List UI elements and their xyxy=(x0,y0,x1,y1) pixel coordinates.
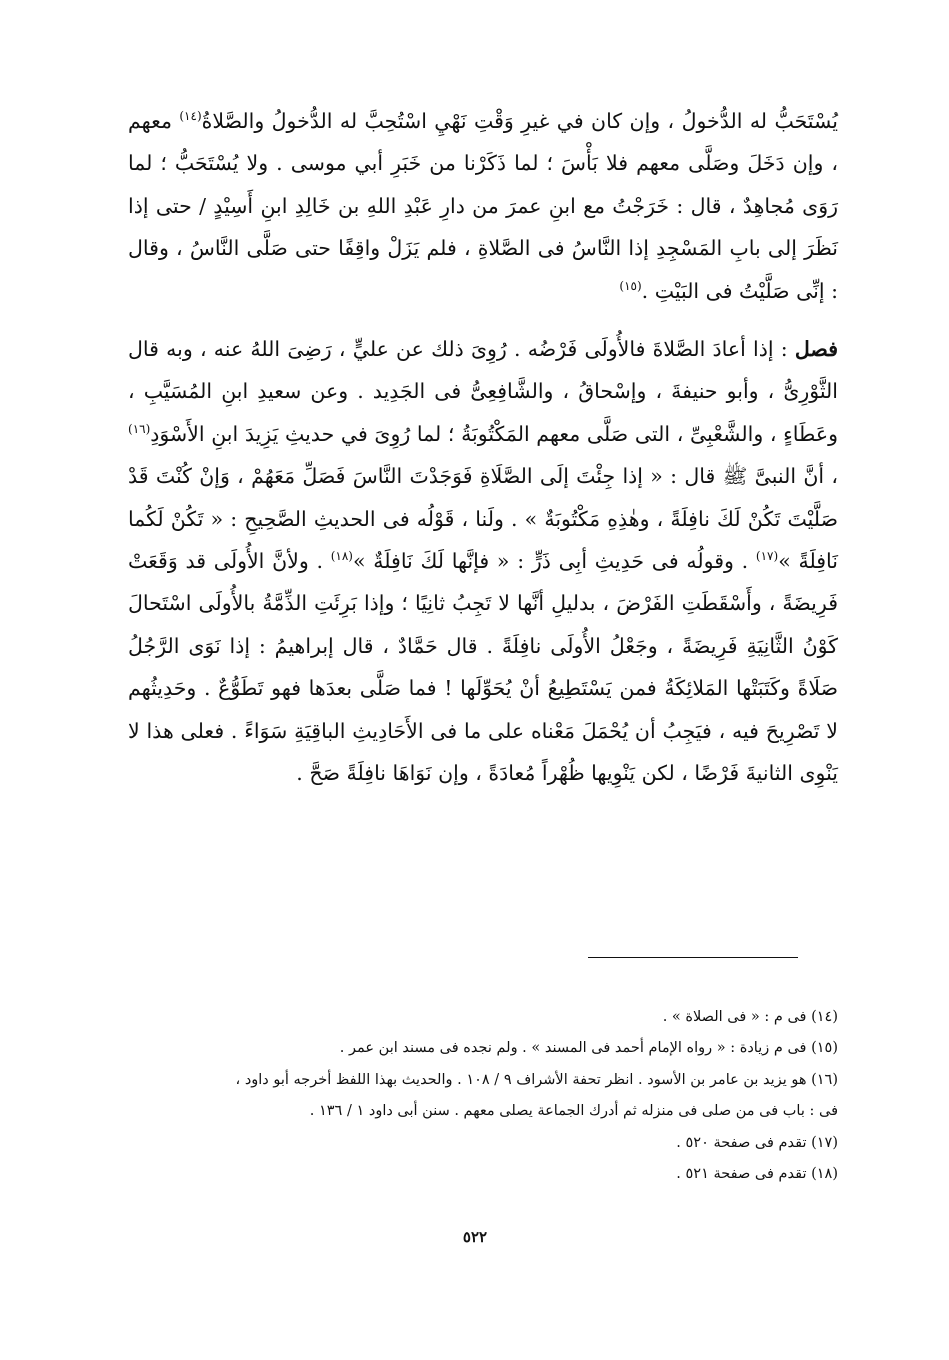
footnote-ref-17: (١٧) xyxy=(755,549,779,564)
footnote-15: (١٥) فى م زيادة : « رواه الإمام أحمد فى المسند » . ولم نجده فى مسند ابن عمر . xyxy=(339,1040,838,1057)
main-text xyxy=(128,100,838,795)
paragraph-2 xyxy=(128,328,838,794)
paragraph-1-text-a: يُسْتَحَبُّ له الدُّخولُ ، وإن كان في غيرِ وَقْتِ نَهْيِ اسْتُحِبَّ له الدُّخولُ والصَّلاةُ xyxy=(201,109,838,133)
paragraph-2-text-a: : إذا أعادَ الصَّلاةَ فالأُولَى فَرْضُه . رُوِىَ ذلك عن عليٍّ ، رَضِىَ اللهُ عنه ، وبه قال الثَّوْرِىُّ ، وأبو حنيفةَ ، وإسْحاقُ ، والشَّافِعِىُّ فى الجَدِيد . وعن سعيدِ ابنِ المُسَيَّبِ ، وعَطَاءٍ ، والشَّعْبِىِّ ، التى صَلَّى معهم المَكْتُوبَةُ ؛ لما رُوِىَ في حديثِ يَزِيدَ ابنِ الأَسْوَدِ xyxy=(128,337,838,446)
paragraph-1 xyxy=(128,100,838,312)
paragraph-2-text-b: ، أنَّ النبىَّ ﷺ قال : « إذا جِئْتَ إلَى الصَّلَاةِ فَوَجَدْتَ النَّاسَ فَصَلِّ مَعَهُمْ ، وَإنْ كُنْتَ قَدْ صَلَّيْتَ تَكُنْ لَكَ نافِلَةً ، وهٰذِهِ مَكْتُوبَةٌ » . ولَنا ، قَوْلُه فى الحديثِ الصَّحِيحِ : « تَكُنْ لَكُما نَافِلَةً » xyxy=(128,464,838,574)
footnote-divider xyxy=(588,957,798,958)
paragraph-2-text-c: . وقولُه فى حَدِيثِ أبِى ذَرٍّ : « فإنَّها لَكَ نَافِلَةٌ » xyxy=(352,549,756,574)
footnote-17: (١٧) تقدم فى صفحة ٥٢٠ . xyxy=(676,1134,838,1151)
footnote-18: (١٨) تقدم فى صفحة ٥٢١ . xyxy=(676,1166,838,1183)
paragraph-1-text-b: معهم ، وإن دَخَلَ وصَلَّى معهم فلا بَأْسَ ؛ لما ذَكَرْنا من خَبَرِ أبي موسى . ولا يُسْتَحَبُّ ؛ لما رَوَى مُجاهِدٌ ، قال : خَرَجْتُ مع ابنِ عمرَ من دارِ عَبْدِ اللهِ بن خَالِدِ ابنِ أَسِيْدٍ / حتى إذا نَظَرَ إلى بابِ المَسْجِدِ إذا النَّاسُ فى الصَّلاةِ ، فلم يَزَلْ واقِفًا حتى صَلَّى النَّاسُ ، وقال : إنِّى صَلَّيْتُ فى البَيْتِ . xyxy=(128,109,838,303)
footnote-14: (١٤) فى م : « فى الصلاة » . xyxy=(662,1009,838,1025)
footnote-ref-16: (١٦) xyxy=(128,422,151,437)
footnote-16: (١٦) هو يزيد بن عامر بن الأسود . انظر تحفة الأشراف ٩ / ١٠٨ . والحديث بهذا اللفظ أخرجه أبو داود ، xyxy=(235,1071,838,1088)
paragraph-2-text-d: . ولأنَّ الأُولَى قد وَقَعَتْ فَرِيضَةً ، وأَسْقَطَتِ الفَرْضَ ، بدليلِ أنَّها لا تَجِبُ ثانِيًا ؛ وإذا بَرِئَتِ الذِّمَّةُ بالأُولَى اسْتَحالَ كَوْنُ الثَّانِيَةِ فَرِيضَةً ، وجَعْلُ الأُولَى نافِلَةً . قال حَمَّادٌ ، قال إبراهيمُ : إذا نَوَى الرَّجُلُ صَلَاةً وكَتَبَتْها المَلائِكَةُ فمن يَسْتَطِيعُ أنْ يُحَوِّلَها ! فما صَلَّى بعدَها فهو تَطَوُّعٌ . وحَدِيثُهم لا تَصْرِيحَ فيه ، فيَجِبُ أن يُحْمَلَ مَعْناه على ما فى الأَحَادِيثِ الباقِيَةِ سَوَاءً . فعلى هذا لا يَنْوِى الثانيةَ فَرْضًا ، لكن يَنْوِيها ظُهْراً مُعادَةً ، وإن نَوَاهَا نافِلَةً صَحَّ . xyxy=(128,549,838,786)
page-number: ٥٢٢ xyxy=(462,1228,488,1246)
footnote-16-continued: فى : باب فى من صلى فى منزله ثم أدرك الجماعة يصلى معهم . سنن أبى داود ١ / ١٣٦ . xyxy=(309,1103,838,1120)
section-heading: فصل xyxy=(794,337,838,362)
footnote-ref-15: (١٥) xyxy=(619,278,642,293)
footnotes xyxy=(120,1002,838,1190)
footnote-ref-14: (١٤) xyxy=(179,109,202,124)
footnote-ref-18: (١٨) xyxy=(330,549,353,564)
